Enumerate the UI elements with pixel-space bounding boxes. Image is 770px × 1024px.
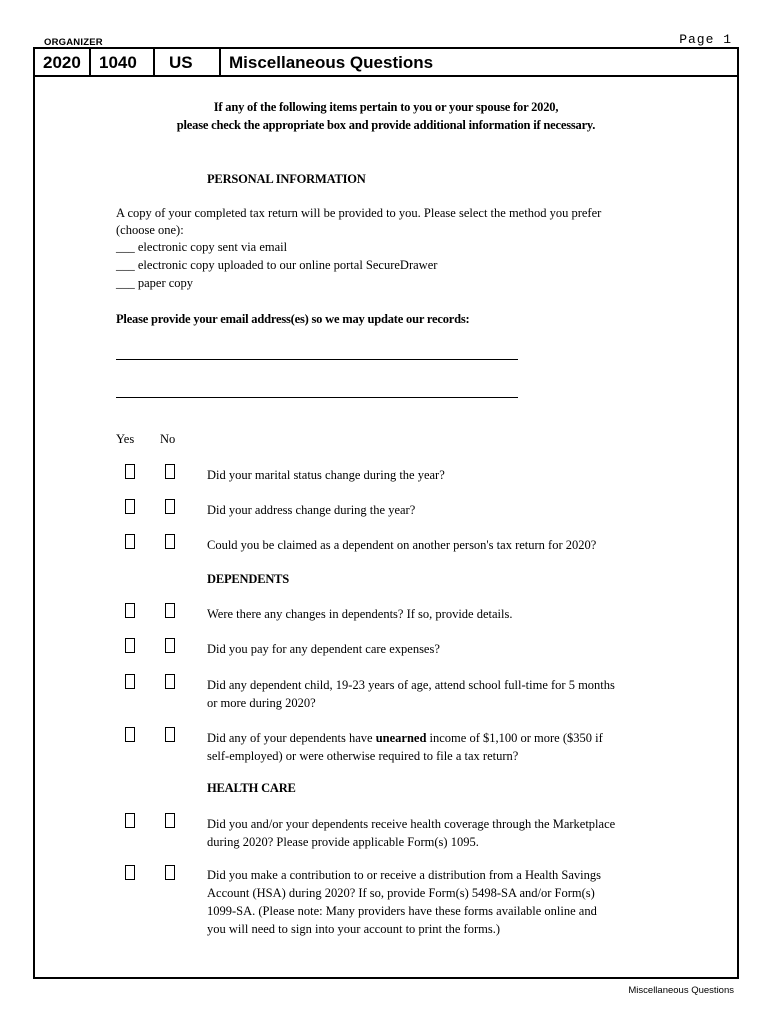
form-header: [33, 47, 739, 77]
q4-yes-checkbox[interactable]: [125, 603, 135, 618]
q8-yes-checkbox[interactable]: [125, 813, 135, 828]
q6-no-checkbox[interactable]: [165, 674, 175, 689]
q8-no-checkbox[interactable]: [165, 813, 175, 828]
question-dependent-changes: Were there any changes in dependents? If so, provide details.: [207, 607, 513, 621]
q7-line-2: self-employed) or were otherwise required to file a tax return?: [207, 749, 519, 763]
copy-option-paper[interactable]: ___ paper copy: [116, 276, 194, 290]
q5-yes-checkbox[interactable]: [125, 638, 135, 653]
email-field-1[interactable]: [116, 359, 518, 360]
question-marital-status: Did your marital status change during the year?: [207, 468, 445, 482]
tax-year: 2020: [35, 49, 91, 77]
copy-method-text-2: (choose one):: [116, 223, 184, 237]
q4-no-checkbox[interactable]: [165, 603, 175, 618]
page-number: Page 1: [679, 32, 732, 47]
personal-info-heading: PERSONAL INFORMATION: [207, 172, 366, 186]
q9-line-3: 1099-SA. (Please note: Many providers have these forms available online and: [207, 904, 597, 918]
q7-no-checkbox[interactable]: [165, 727, 175, 742]
q2-no-checkbox[interactable]: [165, 499, 175, 514]
intro-line-1: If any of the following items pertain to you or your spouse for 2020,: [213, 100, 559, 114]
q2-yes-checkbox[interactable]: [125, 499, 135, 514]
q9-line-2: Account (HSA) during 2020? If so, provide Form(s) 5498-SA and/or Form(s): [207, 886, 595, 900]
q8-line-1: Did you and/or your dependents receive health coverage through the Marketplace: [207, 817, 616, 831]
q7-line-1: Did any of your dependents have unearned income of $1,100 or more ($350 if: [207, 731, 603, 745]
q7-yes-checkbox[interactable]: [125, 727, 135, 742]
dependents-heading: DEPENDENTS: [207, 572, 290, 586]
q9-yes-checkbox[interactable]: [125, 865, 135, 880]
email-prompt: Please provide your email address(es) so we may update our records:: [116, 312, 470, 326]
q9-line-4: you will need to sign into your account to print the forms.): [207, 922, 501, 936]
form-number: 1040: [91, 49, 155, 77]
q1-yes-checkbox[interactable]: [125, 464, 135, 479]
question-address-change: Did your address change during the year?: [207, 503, 416, 517]
q6-line-2: or more during 2020?: [207, 696, 316, 710]
intro-line-2: please check the appropriate box and provide additional information if necessary.: [176, 118, 596, 132]
organizer-label: ORGANIZER: [44, 37, 103, 48]
q1-no-checkbox[interactable]: [165, 464, 175, 479]
form-title: Miscellaneous Questions: [229, 53, 434, 72]
q3-yes-checkbox[interactable]: [125, 534, 135, 549]
q3-no-checkbox[interactable]: [165, 534, 175, 549]
question-unearned-income: [207, 729, 667, 765]
unearned-emphasis: unearned: [375, 731, 427, 745]
question-dependent-school: [207, 676, 667, 712]
no-column-header: No: [160, 432, 176, 446]
q9-line-1: Did you make a contribution to or receive a distribution from a Health Savings: [207, 868, 602, 882]
copy-option-email[interactable]: ___ electronic copy sent via email: [116, 240, 288, 254]
question-claimed-dependent: Could you be claimed as a dependent on another person's tax return for 2020?: [207, 538, 597, 552]
question-marketplace-coverage: [207, 815, 667, 851]
yes-column-header: Yes: [116, 432, 135, 446]
q8-line-2: during 2020? Please provide applicable Form(s) 1095.: [207, 835, 479, 849]
q6-line-1: Did any dependent child, 19-23 years of age, attend school full-time for 5 months: [207, 678, 615, 692]
q6-yes-checkbox[interactable]: [125, 674, 135, 689]
health-care-heading: HEALTH CARE: [207, 781, 296, 795]
question-dependent-care: Did you pay for any dependent care expenses?: [207, 642, 440, 656]
footer-label: Miscellaneous Questions: [628, 985, 734, 996]
country-code: US: [155, 49, 221, 77]
q5-no-checkbox[interactable]: [165, 638, 175, 653]
copy-option-portal[interactable]: ___ electronic copy uploaded to our online portal SecureDrawer: [116, 258, 438, 272]
question-hsa: [207, 866, 667, 938]
email-field-2[interactable]: [116, 397, 518, 398]
q9-no-checkbox[interactable]: [165, 865, 175, 880]
copy-method-text-1: A copy of your completed tax return will be provided to you. Please select the method you prefer: [116, 206, 602, 220]
